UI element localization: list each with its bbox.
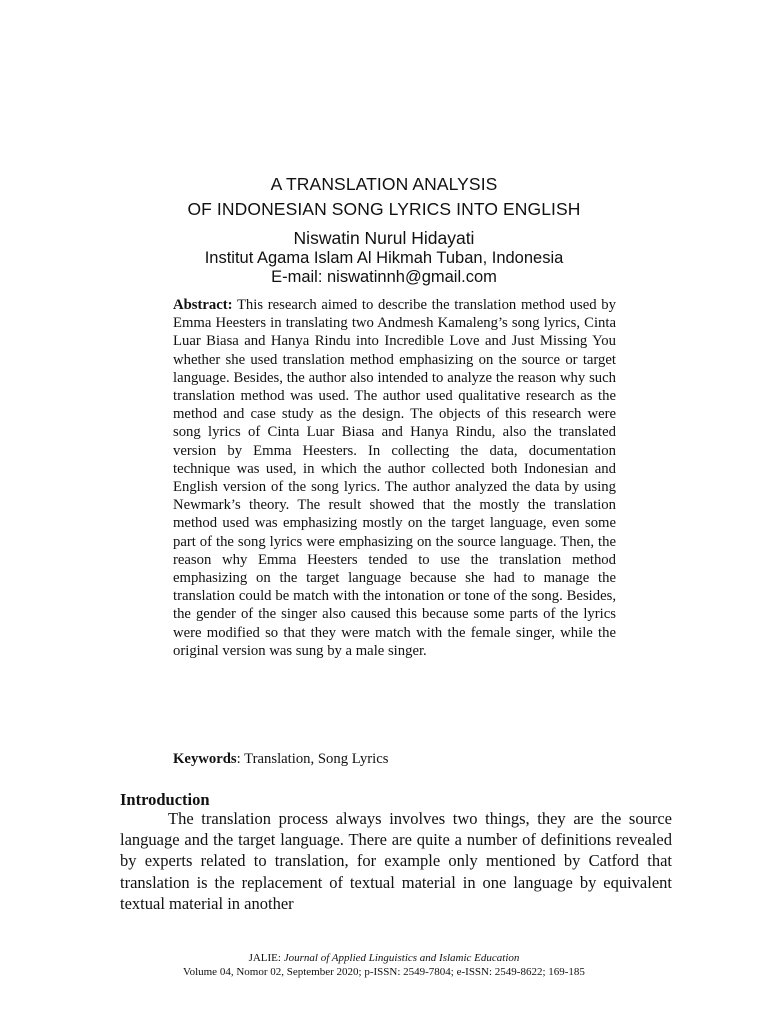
- introduction-paragraph: The translation process always involves two things, they are the source language and the target language. There are quite a number of definitions revealed by experts related to translation, for example only mentioned by Catford that translation is the replacement of textual material in one language by equivalent textual material in another: [120, 809, 672, 913]
- abstract-text: This research aimed to describe the translation method used by Emma Heesters in translating two Andmesh Kamaleng’s song lyrics, Cinta Luar Biasa and Hanya Rindu into Incredible Love and Just Missing You whether she used translation method emphasizing on the source or target language. Besides, the author also intended to analyze the reason why such translation method was used. The author used qualitative research as the method and case study as the design. The objects of this research were song lyrics of Cinta Luar Biasa and Hanya Rindu, also the translated version by Emma Heesters. In collecting the data, documentation technique was used, in which the author collected both Indonesian and English version of the song lyrics. The author analyzed the data by using Newmark’s theory. The result showed that the mostly the translation method used was emphasizing mostly on the target language, even some part of the song lyrics were emphasizing on the source language. Then, the reason why Emma Heesters tended to use the translation method emphasizing on the target language because she had to manage the translation could be match with the intonation or tone of the song. Besides, the gender of the singer also caused this because some parts of the lyrics were modified so that they were match with the female singer, while the original version was sung by a male singer.: [173, 297, 616, 659]
- volume-line: Volume 04, Nomor 02, September 2020; p-ISSN: 2549-7804; e-ISSN: 2549-8622; 169-185: [183, 966, 585, 978]
- title-line-2: OF INDONESIAN SONG LYRICS INTO ENGLISH: [187, 199, 581, 219]
- author-name: Niswatin Nurul Hidayati: [293, 228, 475, 248]
- keywords-text: : Translation, Song Lyrics: [236, 751, 389, 767]
- abstract-label: Abstract:: [173, 297, 233, 313]
- abstract: [173, 296, 616, 660]
- page-footer: [0, 951, 768, 979]
- author-email: E-mail: niswatinnh@gmail.com: [271, 268, 497, 286]
- title-line-1: A TRANSLATION ANALYSIS: [270, 174, 498, 194]
- journal-line: [0, 951, 768, 965]
- journal-prefix: JALIE:: [248, 952, 284, 964]
- paper-title: [0, 172, 768, 222]
- keywords-label: Keywords: [173, 751, 237, 767]
- journal-name: Journal of Applied Linguistics and Islamic Education: [283, 952, 520, 964]
- introduction-body: [120, 808, 672, 914]
- author-affiliation: Institut Agama Islam Al Hikmah Tuban, Indonesia: [204, 249, 564, 267]
- keywords: [173, 750, 616, 768]
- author-block: [0, 227, 768, 287]
- introduction-heading: Introduction: [120, 790, 210, 809]
